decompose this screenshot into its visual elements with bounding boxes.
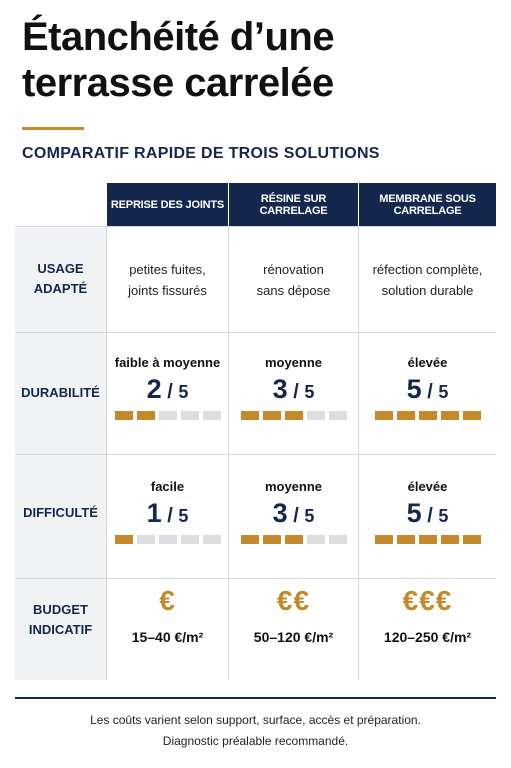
durability-level-label: élevée [407, 355, 448, 370]
rating-segment-filled [463, 535, 481, 544]
durability-score: 3 / 5 [272, 374, 315, 404]
rating-segment-filled [115, 411, 133, 420]
durability-score: 2 / 5 [146, 374, 189, 404]
footer-line-2: Diagnostic préalable recommandé. [162, 734, 349, 748]
score-value: 3 [272, 374, 288, 404]
durability-bar [229, 411, 358, 420]
rating-segment-empty [203, 411, 221, 420]
rating-segment-filled [241, 535, 259, 544]
footer-note [15, 710, 496, 752]
rating-segment-filled [241, 411, 259, 420]
rating-segment-filled [419, 535, 437, 544]
durability-level-label: moyenne [264, 355, 323, 370]
score-max: 5 [438, 506, 449, 526]
score-value: 3 [272, 498, 288, 528]
row-label-difficulty: DIFFICULTÉ [23, 505, 98, 520]
durability-bar [359, 411, 496, 420]
usage-cell-resin [229, 259, 358, 301]
row-label-usage: USAGE ADAPTÉ [33, 261, 88, 296]
budget-cell-joints [107, 585, 228, 645]
rating-segment-empty [307, 535, 325, 544]
comparison-table [15, 183, 496, 768]
score-value: 2 [146, 374, 162, 404]
rating-segment-filled [397, 411, 415, 420]
page-subtitle: COMPARATIF RAPIDE DE TROIS SOLUTIONS [22, 145, 380, 162]
score-max: 5 [178, 506, 189, 526]
rating-segment-empty [329, 411, 347, 420]
difficulty-cell-resin [229, 479, 358, 544]
budget-euro-symbol: €€ [276, 585, 311, 616]
budget-euro-symbol: € [159, 585, 176, 616]
rating-segment-empty [159, 535, 177, 544]
column-header-joints: REPRISE DES JOINTS [107, 183, 228, 226]
rating-segment-filled [441, 411, 459, 420]
rating-segment-filled [137, 411, 155, 420]
row-divider [15, 332, 496, 333]
difficulty-bar [229, 535, 358, 544]
rating-segment-empty [181, 535, 199, 544]
score-value: 1 [146, 498, 162, 528]
row-divider [15, 454, 496, 455]
usage-cell-joints [107, 259, 228, 301]
durability-cell-membrane [359, 355, 496, 420]
rating-segment-filled [397, 535, 415, 544]
budget-price: 15–40 €/m² [131, 629, 204, 645]
usage-cell-membrane [359, 259, 496, 301]
rating-segment-empty [137, 535, 155, 544]
difficulty-level-label: élevée [407, 479, 448, 494]
footer-line-1: Les coûts varient selon support, surface, accès et préparation. [90, 713, 421, 727]
rating-segment-filled [285, 535, 303, 544]
durability-cell-joints [107, 355, 228, 420]
difficulty-cell-joints [107, 479, 228, 544]
usage-text-line: réfection complète, [372, 262, 483, 277]
difficulty-score: 1 / 5 [146, 498, 189, 528]
durability-score: 5 / 5 [406, 374, 449, 404]
difficulty-cell-membrane [359, 479, 496, 544]
budget-cell-membrane [359, 585, 496, 645]
row-divider [15, 226, 496, 227]
row-divider [15, 578, 496, 579]
difficulty-bar [359, 535, 496, 544]
score-max: 5 [304, 382, 315, 402]
durability-level-label: faible à moyenne [114, 355, 221, 370]
rating-segment-empty [181, 411, 199, 420]
durability-cell-resin [229, 355, 358, 420]
rating-segment-empty [329, 535, 347, 544]
usage-text-line: sans dépose [256, 283, 331, 298]
rating-segment-filled [285, 411, 303, 420]
rating-segment-filled [115, 535, 133, 544]
budget-cell-resin [229, 585, 358, 645]
budget-price: 120–250 €/m² [383, 629, 472, 645]
usage-text-line: petites fuites, [129, 262, 206, 277]
rating-segment-filled [375, 535, 393, 544]
rating-segment-filled [419, 411, 437, 420]
rating-segment-filled [263, 535, 281, 544]
column-header-membrane: MEMBRANE SOUS CARRELAGE [359, 183, 496, 226]
difficulty-level-label: moyenne [264, 479, 323, 494]
rating-segment-empty [203, 535, 221, 544]
page-title: Étanchéité d’une terrasse carrelée [22, 15, 335, 105]
durability-bar [107, 411, 228, 420]
rating-segment-filled [441, 535, 459, 544]
score-max: 5 [178, 382, 189, 402]
budget-price: 50–120 €/m² [253, 629, 334, 645]
header-divider [228, 183, 229, 226]
rating-segment-filled [375, 411, 393, 420]
rating-segment-filled [263, 411, 281, 420]
difficulty-score: 3 / 5 [272, 498, 315, 528]
difficulty-bar [107, 535, 228, 544]
rating-segment-empty [307, 411, 325, 420]
title-accent-rule [22, 127, 84, 130]
row-label-budget: BUDGET INDICATIF [28, 602, 93, 637]
score-value: 5 [406, 498, 422, 528]
score-value: 5 [406, 374, 422, 404]
usage-text-line: solution durable [381, 283, 474, 298]
score-max: 5 [304, 506, 315, 526]
usage-text-line: rénovation [263, 262, 324, 277]
usage-text-line: joints fissurés [128, 283, 207, 298]
rating-segment-empty [159, 411, 177, 420]
score-max: 5 [438, 382, 449, 402]
footer-rule [15, 697, 496, 699]
budget-euro-symbol: €€€ [402, 585, 453, 616]
column-header-resin: RÉSINE SUR CARRELAGE [229, 183, 358, 226]
header-divider [358, 183, 359, 226]
difficulty-level-label: facile [150, 479, 185, 494]
row-label-durability: DURABILITÉ [21, 385, 100, 400]
difficulty-score: 5 / 5 [406, 498, 449, 528]
rating-segment-filled [463, 411, 481, 420]
